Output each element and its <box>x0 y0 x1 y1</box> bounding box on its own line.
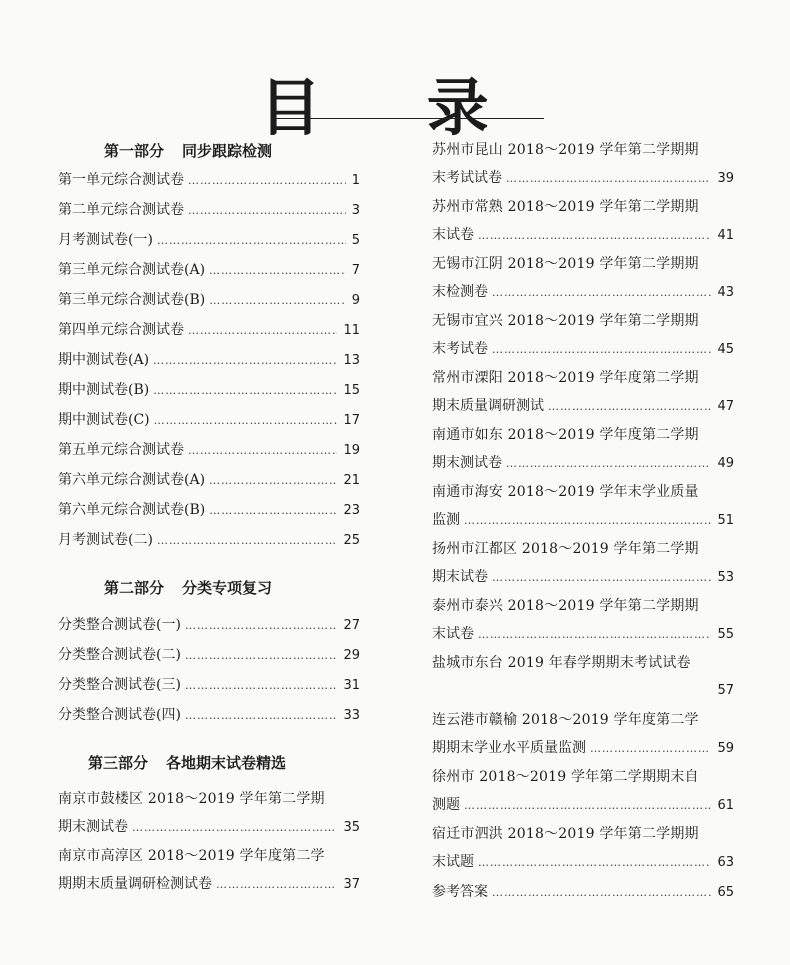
leader-dots <box>188 316 337 346</box>
toc-entry-title-line2: 期末试卷 <box>432 569 488 585</box>
leader-dots <box>185 611 338 641</box>
toc-entry-line2 <box>432 677 734 705</box>
toc-entry-label: 月考测试卷(一) <box>58 232 153 248</box>
toc-entry-page: 39 <box>717 171 734 186</box>
toc-entry-label: 第六单元综合测试卷(A) <box>58 472 206 488</box>
toc-entry-label: 第一单元综合测试卷 <box>58 172 184 188</box>
toc-entry-line2 <box>432 734 734 762</box>
title-underline <box>272 118 544 119</box>
toc-entry-line2 <box>432 392 734 420</box>
toc-entry-label: 第二单元综合测试卷 <box>58 202 184 218</box>
leader-dots <box>478 621 711 649</box>
leader-dots <box>209 256 346 286</box>
toc-entry-title-line2: 末试卷 <box>432 227 474 243</box>
toc-entry-title-line1: 泰州市泰兴 2018～2019 学年第二学期期 <box>432 598 699 614</box>
leader-dots <box>188 196 346 226</box>
toc-entry-page: 13 <box>343 353 360 368</box>
toc-entry[interactable] <box>58 165 360 195</box>
toc-entry[interactable] <box>432 364 734 420</box>
toc-entry[interactable] <box>58 285 360 315</box>
toc-entry-page: 41 <box>717 228 734 243</box>
leader-dots <box>153 346 337 376</box>
toc-entry[interactable] <box>58 435 360 465</box>
toc-entry[interactable] <box>58 405 360 435</box>
toc-entry-label: 第六单元综合测试卷(B) <box>58 502 206 518</box>
leader-dots <box>209 496 337 526</box>
toc-right-column <box>432 136 734 907</box>
leader-dots <box>157 226 346 256</box>
leader-dots <box>506 165 711 193</box>
page-title: 目 录 <box>259 71 531 144</box>
section-part-label: 第二部分 <box>104 579 165 597</box>
toc-entry-title-line2: 末试卷 <box>432 626 474 642</box>
toc-entry-label: 分类整合测试卷(四) <box>58 707 181 723</box>
toc-entry-title-line1: 南通市海安 2018～2019 学年末学业质量 <box>432 484 699 500</box>
toc-entry-line2 <box>432 848 734 876</box>
toc-entry-line2 <box>432 335 734 363</box>
toc-entry-page: 51 <box>717 513 734 528</box>
leader-dots <box>590 735 711 763</box>
leader-dots <box>132 814 337 842</box>
section-part-label: 第三部分 <box>88 754 149 772</box>
toc-entry-title-line2: 期末测试卷 <box>432 455 502 471</box>
toc-entry-label: 分类整合测试卷(一) <box>58 617 181 633</box>
toc-entry-title-line2: 期期末学业水平质量监测 <box>432 740 586 756</box>
toc-entry-line2 <box>432 449 734 477</box>
toc-entry-title-line2: 期末质量调研测试 <box>432 398 544 414</box>
toc-entry-page: 15 <box>343 383 360 398</box>
toc-entry[interactable] <box>58 345 360 375</box>
leader-dots <box>153 376 337 406</box>
toc-entry-answers[interactable] <box>432 877 734 907</box>
toc-entry-page: 49 <box>717 456 734 471</box>
leader-dots <box>209 466 337 496</box>
toc-entry[interactable] <box>432 421 734 477</box>
leader-dots <box>188 436 337 466</box>
toc-entry[interactable] <box>58 465 360 495</box>
toc-entry-line2 <box>432 221 734 249</box>
toc-entry-title-line1: 徐州市 2018～2019 学年第二学期期末自 <box>432 769 699 785</box>
section-part-label: 第一部分 <box>104 142 165 160</box>
leader-dots <box>478 222 711 250</box>
leader-dots <box>157 526 338 556</box>
leader-dots <box>154 406 338 436</box>
toc-entry-label: 分类整合测试卷(三) <box>58 677 181 693</box>
toc-entry[interactable] <box>58 195 360 225</box>
toc-entry-label: 第五单元综合测试卷 <box>58 442 184 458</box>
leader-dots <box>492 279 711 307</box>
leader-dots <box>188 166 346 196</box>
toc-entry-page: 65 <box>717 885 734 900</box>
leader-dots <box>185 641 338 671</box>
toc-entry-title-line2: 期期末质量调研检测试卷 <box>58 876 212 892</box>
toc-entry[interactable] <box>432 592 734 648</box>
toc-entry-label: 第三单元综合测试卷(A) <box>58 262 206 278</box>
section-items-part1 <box>58 165 360 555</box>
toc-entry-page: 29 <box>343 648 360 663</box>
toc-entry-title-line1: 宿迁市泗洪 2018～2019 学年第二学期期 <box>432 826 699 842</box>
toc-entry-page: 17 <box>343 413 360 428</box>
toc-entry-page: 9 <box>351 293 360 308</box>
toc-entry-label: 参考答案 <box>432 884 488 900</box>
leader-dots <box>185 701 338 731</box>
leader-dots <box>492 564 711 592</box>
toc-entry-title-line2: 末试题 <box>432 854 474 870</box>
toc-entry-page: 19 <box>343 443 360 458</box>
toc-entry[interactable] <box>58 842 360 898</box>
toc-entry-label: 月考测试卷(二) <box>58 532 153 548</box>
leader-dots <box>506 450 711 478</box>
section-items-part2 <box>58 610 360 730</box>
section-heading-part1 <box>58 137 360 165</box>
leader-dots <box>216 871 337 899</box>
toc-entry-page: 47 <box>717 399 734 414</box>
toc-entry-page: 37 <box>343 877 360 892</box>
toc-entry-title-line1: 苏州市常熟 2018～2019 学年第二学期期 <box>432 199 699 215</box>
toc-entry-page: 1 <box>351 173 360 188</box>
toc-entry-title-line2: 监测 <box>432 512 460 528</box>
toc-entry-title-line2: 末检测卷 <box>432 284 488 300</box>
toc-entry-line2 <box>432 278 734 306</box>
toc-entry-page: 57 <box>717 683 734 698</box>
toc-entry[interactable] <box>58 375 360 405</box>
toc-entry-line2 <box>58 813 360 841</box>
leader-dots <box>464 792 711 820</box>
toc-entry-title-line1: 南京市鼓楼区 2018～2019 学年第二学期 <box>58 791 325 807</box>
toc-entry[interactable] <box>58 785 360 841</box>
toc-entry-title-line2: 测题 <box>432 797 460 813</box>
toc-entry[interactable] <box>432 649 734 705</box>
toc-entry-title-line1: 苏州市昆山 2018～2019 学年第二学期期 <box>432 142 699 158</box>
toc-entry[interactable] <box>432 136 734 192</box>
toc-entry[interactable] <box>432 535 734 591</box>
toc-entry[interactable] <box>58 255 360 285</box>
toc-entry-title-line1: 无锡市宜兴 2018～2019 学年第二学期期 <box>432 313 699 329</box>
toc-entry-label: 第三单元综合测试卷(B) <box>58 292 206 308</box>
toc-entry-label: 期中测试卷(A) <box>58 352 150 368</box>
toc-entry-page: 59 <box>717 741 734 756</box>
toc-entry-line2 <box>58 870 360 898</box>
toc-entry-line2 <box>432 791 734 819</box>
toc-entry[interactable] <box>432 820 734 876</box>
toc-entry-title-line1: 南京市高淳区 2018～2019 学年度第二学 <box>58 848 325 864</box>
toc-entry-page: 45 <box>717 342 734 357</box>
toc-entry-line2 <box>432 620 734 648</box>
leader-dots <box>209 286 346 316</box>
toc-entry-title-line1: 南通市如东 2018～2019 学年度第二学期 <box>432 427 699 443</box>
leader-dots <box>492 878 711 908</box>
leader-dots <box>478 849 711 877</box>
toc-entry-title-line1: 连云港市赣榆 2018～2019 学年度第二学 <box>432 712 699 728</box>
toc-entry-page: 3 <box>351 203 360 218</box>
leader-dots <box>492 336 711 364</box>
toc-entry-label: 期中测试卷(C) <box>58 412 150 428</box>
toc-entry-page: 11 <box>343 323 360 338</box>
toc-entry-title-line1: 扬州市江都区 2018～2019 学年第二学期 <box>432 541 699 557</box>
section-heading-part3 <box>58 745 360 781</box>
toc-entry[interactable] <box>58 315 360 345</box>
toc-entry-line2 <box>432 563 734 591</box>
section-heading-part2 <box>58 570 360 606</box>
leader-dots <box>548 393 711 421</box>
toc-entry[interactable] <box>432 478 734 534</box>
toc-entry-page: 21 <box>343 473 360 488</box>
toc-entry-page: 5 <box>351 233 360 248</box>
section-name: 分类专项复习 <box>182 579 273 597</box>
toc-entry-title-line1: 盐城市东台 2019 年春学期期末考试试卷 <box>432 655 691 671</box>
toc-entry[interactable] <box>432 250 734 306</box>
toc-entry-title-line2: 期末测试卷 <box>58 819 128 835</box>
toc-entry[interactable] <box>58 700 360 730</box>
toc-entry-title-line1: 无锡市江阴 2018～2019 学年第二学期期 <box>432 256 699 272</box>
toc-entry-page: 31 <box>343 678 360 693</box>
toc-entry[interactable] <box>58 670 360 700</box>
toc-entry-page: 7 <box>351 263 360 278</box>
toc-entry-title-line1: 常州市溧阳 2018～2019 学年度第二学期 <box>432 370 699 386</box>
toc-entry-label: 分类整合测试卷(二) <box>58 647 181 663</box>
toc-entry[interactable] <box>58 225 360 255</box>
toc-entry-title-line2: 末考试卷 <box>432 341 488 357</box>
toc-entry-page: 43 <box>717 285 734 300</box>
toc-entry-page: 35 <box>343 820 360 835</box>
toc-entry-page: 27 <box>343 618 360 633</box>
leader-dots <box>185 671 338 701</box>
toc-entry-page: 25 <box>343 533 360 548</box>
toc-entry[interactable] <box>432 193 734 249</box>
section-items-right <box>432 136 734 876</box>
toc-entry[interactable] <box>58 495 360 525</box>
toc-entry[interactable] <box>58 640 360 670</box>
toc-entry-page: 61 <box>717 798 734 813</box>
toc-entry[interactable] <box>432 706 734 762</box>
toc-entry-page: 23 <box>343 503 360 518</box>
toc-entry[interactable] <box>58 525 360 555</box>
section-name: 各地期末试卷精选 <box>166 754 287 772</box>
toc-entry-label: 第四单元综合测试卷 <box>58 322 184 338</box>
section-items-part3 <box>58 785 360 898</box>
toc-entry-page: 33 <box>343 708 360 723</box>
toc-entry[interactable] <box>58 610 360 640</box>
toc-entry-page: 53 <box>717 570 734 585</box>
toc-entry-line2 <box>432 506 734 534</box>
section-name: 同步跟踪检测 <box>182 142 273 160</box>
toc-entry-label: 期中测试卷(B) <box>58 382 150 398</box>
leader-dots <box>464 507 711 535</box>
toc-entry[interactable] <box>432 763 734 819</box>
toc-entry-page: 63 <box>717 855 734 870</box>
toc-left-column <box>58 137 360 899</box>
toc-entry-line2 <box>432 164 734 192</box>
toc-entry-page: 55 <box>717 627 734 642</box>
toc-entry-title-line2: 末考试试卷 <box>432 170 502 186</box>
toc-entry[interactable] <box>432 307 734 363</box>
